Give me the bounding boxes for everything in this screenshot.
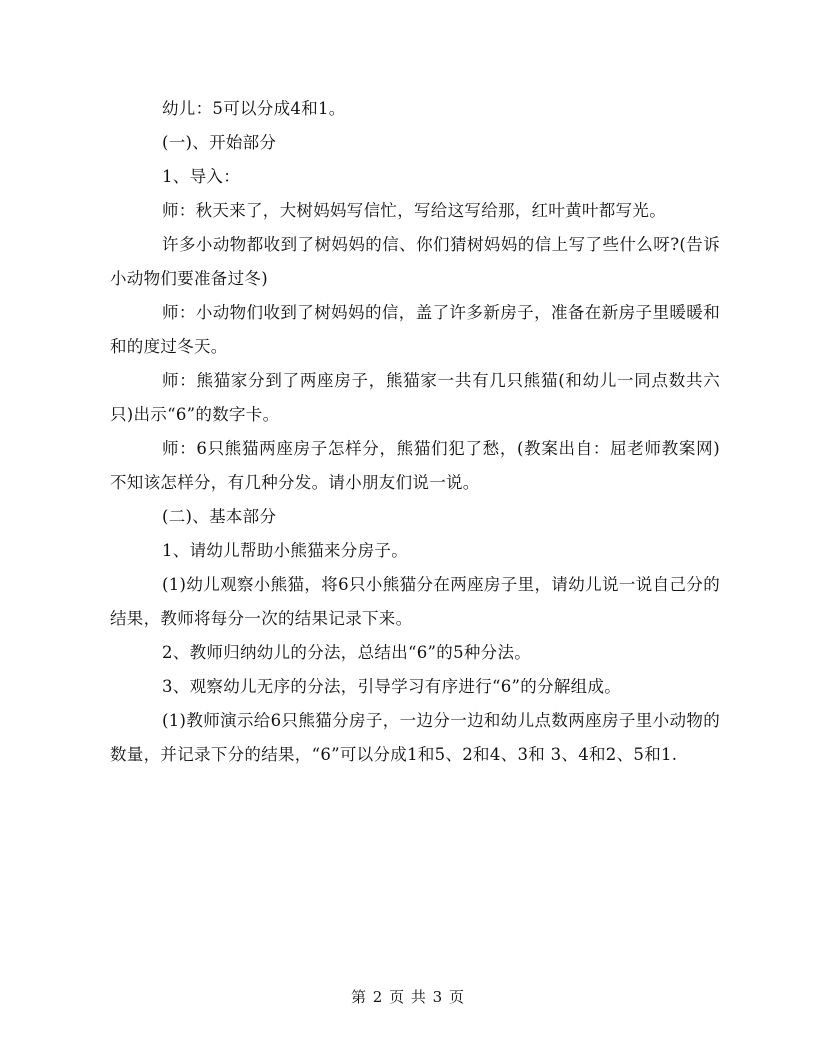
paragraph: 师：秋天来了，大树妈妈写信忙，写给这写给那，红叶黄叶都写光。 <box>162 201 666 220</box>
document-body <box>110 92 720 772</box>
page-number-footer: 第 2 页 共 3 页 <box>351 988 465 1006</box>
paragraph: 2、教师归纳幼儿的分法，总结出“6”的5种分法。 <box>162 643 532 662</box>
paragraph: (1)教师演示给6只熊猫分房子，一边分一边和幼儿点数两座房子里小动物的数量，并记录下分的结果，“6”可以分成1和5、2和4、3和 3、4和2、5和1. <box>110 711 720 764</box>
paragraph: 幼儿：5可以分成4和1。 <box>162 99 346 118</box>
section-heading: (二)、基本部分 <box>162 507 277 526</box>
paragraph: 师：6只熊猫两座房子怎样分，熊猫们犯了愁，(教案出自：屈老师教案网)不知该怎样分，有几种分发。请小朋友们说一说。 <box>110 439 720 492</box>
section-heading: (一)、开始部分 <box>162 133 277 152</box>
subsection-heading: 1、请幼儿帮助小熊猫来分房子。 <box>162 541 408 560</box>
paragraph: 师：熊猫家分到了两座房子，熊猫家一共有几只熊猫(和幼儿一同点数共六只)出示“6”的数字卡。 <box>110 371 720 424</box>
paragraph: (1)幼儿观察小熊猫，将6只小熊猫分在两座房子里，请幼儿说一说自己分的结果，教师将每分一次的结果记录下来。 <box>110 575 720 628</box>
paragraph: 师：小动物们收到了树妈妈的信，盖了许多新房子，准备在新房子里暖暖和和的度过冬天。 <box>110 303 720 356</box>
paragraph: 许多小动物都收到了树妈妈的信、你们猜树妈妈的信上写了些什么呀?(告诉小动物们要准备过冬) <box>110 235 720 288</box>
paragraph: 3、观察幼儿无序的分法，引导学习有序进行“6”的分解组成。 <box>162 677 622 696</box>
subsection-heading: 1、导入： <box>162 167 240 186</box>
